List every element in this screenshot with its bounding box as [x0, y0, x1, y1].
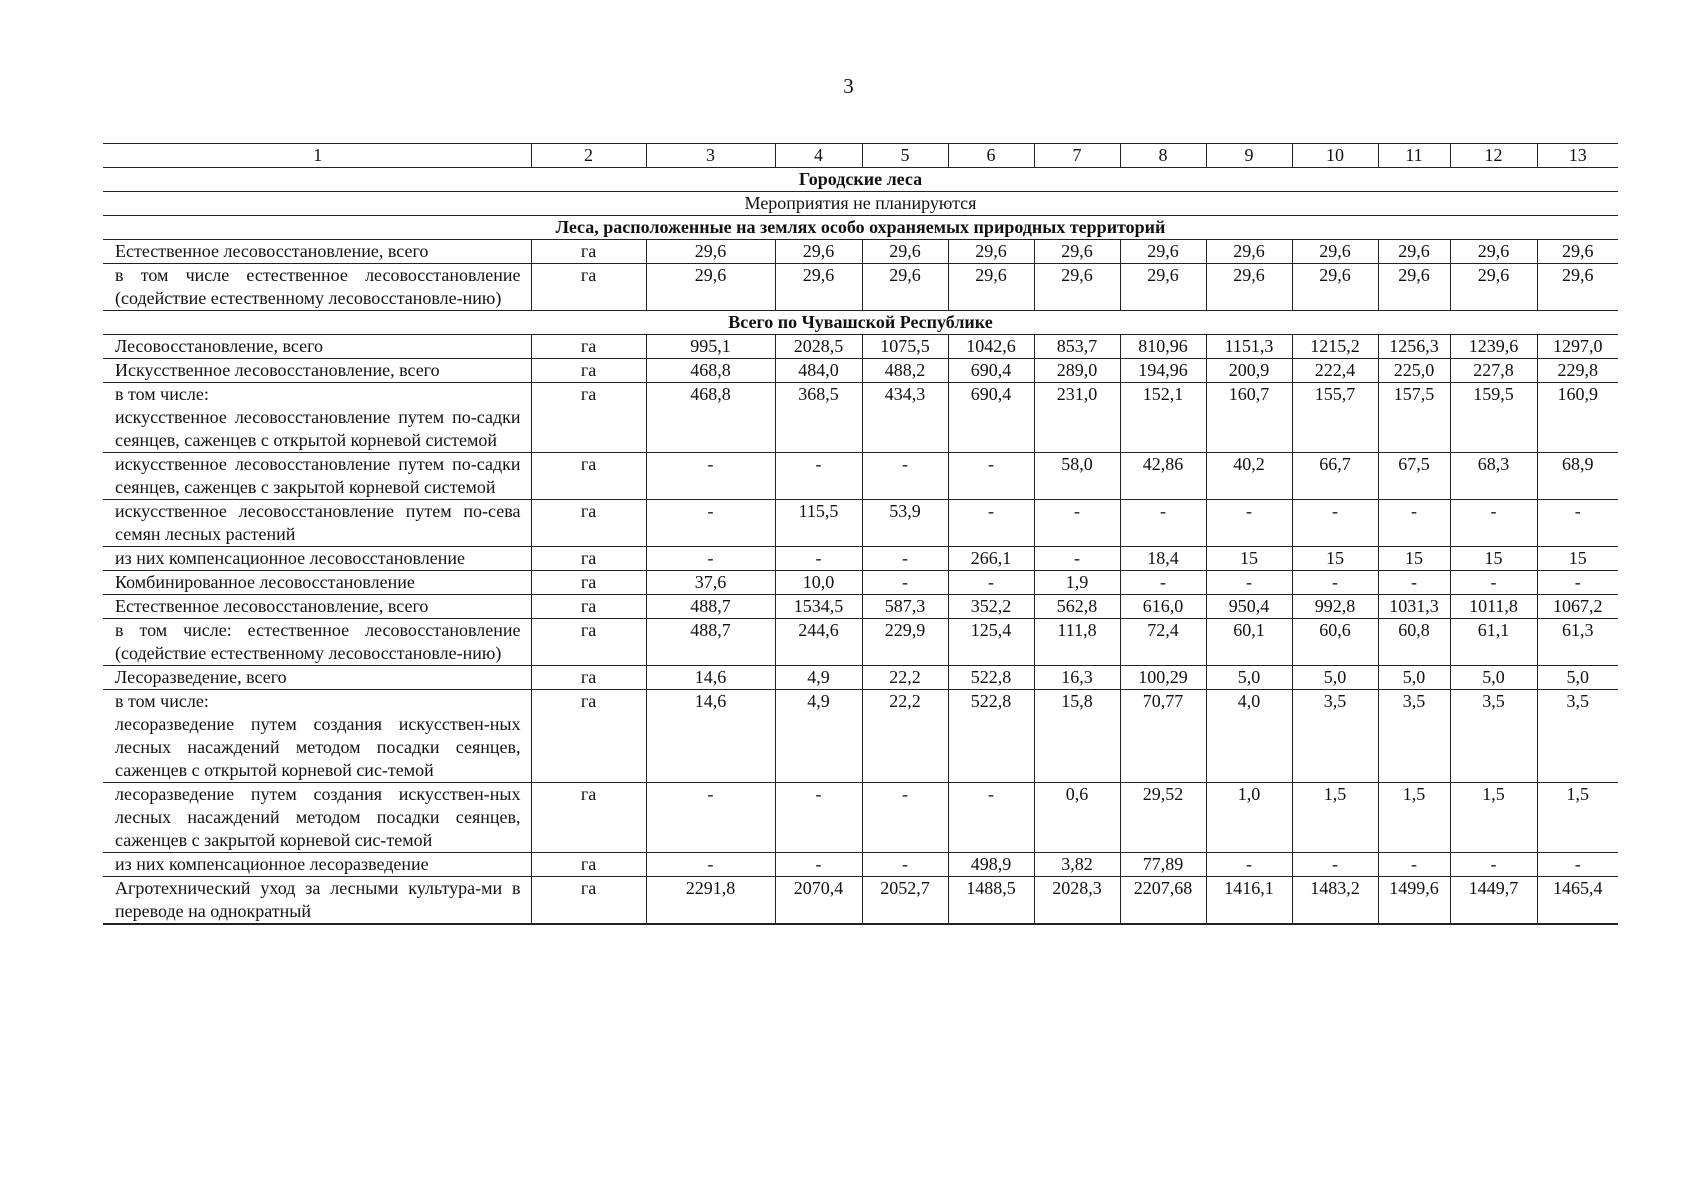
- unit-cell: га: [531, 359, 646, 383]
- value-cell: 1488,5: [948, 877, 1034, 925]
- value-cell: 1239,6: [1450, 335, 1537, 359]
- value-cell: 3,82: [1034, 853, 1120, 877]
- unit-cell: га: [531, 619, 646, 666]
- unit-cell: га: [531, 335, 646, 359]
- section-heading-row: [103, 311, 1618, 335]
- value-cell: 266,1: [948, 547, 1034, 571]
- value-cell: 67,5: [1378, 453, 1450, 500]
- table-row: [103, 619, 1618, 666]
- row-label: из них компенсационное лесовосстановление: [103, 547, 531, 571]
- value-cell: 29,6: [775, 240, 862, 264]
- value-cell: 1011,8: [1450, 595, 1537, 619]
- column-number-cell: 7: [1034, 144, 1120, 168]
- table-row: [103, 853, 1618, 877]
- value-cell: 690,4: [948, 383, 1034, 453]
- value-cell: 1151,3: [1206, 335, 1292, 359]
- unit-cell: га: [531, 500, 646, 547]
- value-cell: 29,6: [862, 240, 948, 264]
- row-label: в том числе: естественное лесовосстановление (содействие естественному лесовосстановле-нию): [103, 619, 531, 666]
- value-cell: 14,6: [646, 666, 775, 690]
- value-cell: 2052,7: [862, 877, 948, 925]
- value-cell: -: [1378, 500, 1450, 547]
- table-row: [103, 547, 1618, 571]
- value-cell: 29,6: [1034, 240, 1120, 264]
- value-cell: 1,5: [1450, 783, 1537, 853]
- value-cell: -: [1450, 571, 1537, 595]
- value-cell: 5,0: [1450, 666, 1537, 690]
- value-cell: -: [1378, 571, 1450, 595]
- value-cell: 1,5: [1537, 783, 1618, 853]
- page-number: 3: [843, 74, 854, 98]
- row-label: Естественное лесовосстановление, всего: [103, 240, 531, 264]
- value-cell: 194,96: [1120, 359, 1206, 383]
- value-cell: 152,1: [1120, 383, 1206, 453]
- value-cell: 1031,3: [1378, 595, 1450, 619]
- value-cell: -: [948, 453, 1034, 500]
- value-cell: 2028,5: [775, 335, 862, 359]
- value-cell: 29,6: [948, 240, 1034, 264]
- table-row: [103, 571, 1618, 595]
- value-cell: -: [1120, 500, 1206, 547]
- value-cell: 15: [1378, 547, 1450, 571]
- value-cell: 3,5: [1537, 690, 1618, 783]
- value-cell: 61,1: [1450, 619, 1537, 666]
- row-label: искусственное лесовосстановление путем по-сева семян лесных растений: [103, 500, 531, 547]
- column-number-cell: 10: [1292, 144, 1378, 168]
- value-cell: 29,6: [1034, 264, 1120, 311]
- value-cell: 29,6: [646, 240, 775, 264]
- value-cell: 60,1: [1206, 619, 1292, 666]
- value-cell: 40,2: [1206, 453, 1292, 500]
- value-cell: -: [1206, 853, 1292, 877]
- value-cell: 222,4: [1292, 359, 1378, 383]
- table-row: [103, 240, 1618, 264]
- value-cell: -: [775, 783, 862, 853]
- value-cell: 15: [1537, 547, 1618, 571]
- value-cell: 3,5: [1450, 690, 1537, 783]
- value-cell: 4,9: [775, 690, 862, 783]
- table-row: [103, 500, 1618, 547]
- value-cell: 616,0: [1120, 595, 1206, 619]
- value-cell: -: [1292, 853, 1378, 877]
- value-cell: 15: [1450, 547, 1537, 571]
- value-cell: -: [1120, 571, 1206, 595]
- value-cell: 15,8: [1034, 690, 1120, 783]
- value-cell: -: [948, 783, 1034, 853]
- row-label: в том числе естественное лесовосстановление (содействие естественному лесовосстановле-нию): [103, 264, 531, 311]
- value-cell: -: [1292, 500, 1378, 547]
- value-cell: 4,9: [775, 666, 862, 690]
- column-number-cell: 6: [948, 144, 1034, 168]
- value-cell: 225,0: [1378, 359, 1450, 383]
- value-cell: -: [1450, 500, 1537, 547]
- value-cell: 15: [1206, 547, 1292, 571]
- value-cell: 1,0: [1206, 783, 1292, 853]
- column-number-cell: 12: [1450, 144, 1537, 168]
- value-cell: 289,0: [1034, 359, 1120, 383]
- value-cell: 5,0: [1378, 666, 1450, 690]
- value-cell: -: [862, 853, 948, 877]
- value-cell: 29,6: [646, 264, 775, 311]
- value-cell: -: [1378, 853, 1450, 877]
- column-number-cell: 13: [1537, 144, 1618, 168]
- value-cell: 368,5: [775, 383, 862, 453]
- row-label: из них компенсационное лесоразведение: [103, 853, 531, 877]
- value-cell: 229,8: [1537, 359, 1618, 383]
- value-cell: 5,0: [1206, 666, 1292, 690]
- row-label: лесоразведение путем создания искусствен-ных лесных насаждений методом посадки сеянцев, саженцев с закрытой корневой сис-темой: [103, 783, 531, 853]
- value-cell: 1465,4: [1537, 877, 1618, 925]
- value-cell: -: [1450, 853, 1537, 877]
- value-cell: 229,9: [862, 619, 948, 666]
- value-cell: 29,6: [1450, 240, 1537, 264]
- table-row: [103, 453, 1618, 500]
- value-cell: -: [862, 547, 948, 571]
- value-cell: 29,52: [1120, 783, 1206, 853]
- value-cell: -: [948, 571, 1034, 595]
- value-cell: 29,6: [1120, 264, 1206, 311]
- section-heading: Всего по Чувашской Республике: [103, 311, 1618, 335]
- value-cell: 29,6: [1292, 240, 1378, 264]
- section-heading-row: [103, 192, 1618, 216]
- row-label: в том числе: лесоразведение путем создания искусствен-ных лесных насаждений методом посадки сеянцев, саженцев с открытой корневой сис-темой: [103, 690, 531, 783]
- column-number-cell: 5: [862, 144, 948, 168]
- value-cell: 995,1: [646, 335, 775, 359]
- value-cell: 159,5: [1450, 383, 1537, 453]
- table-row: [103, 595, 1618, 619]
- value-cell: 488,7: [646, 619, 775, 666]
- value-cell: 29,6: [1537, 264, 1618, 311]
- value-cell: 1256,3: [1378, 335, 1450, 359]
- value-cell: 5,0: [1292, 666, 1378, 690]
- value-cell: 29,6: [1450, 264, 1537, 311]
- value-cell: -: [862, 453, 948, 500]
- row-label: Лесоразведение, всего: [103, 666, 531, 690]
- value-cell: 200,9: [1206, 359, 1292, 383]
- value-cell: 72,4: [1120, 619, 1206, 666]
- value-cell: 488,2: [862, 359, 948, 383]
- value-cell: -: [775, 853, 862, 877]
- table-row: [103, 690, 1618, 783]
- unit-cell: га: [531, 595, 646, 619]
- value-cell: 22,2: [862, 666, 948, 690]
- value-cell: 1215,2: [1292, 335, 1378, 359]
- value-cell: 111,8: [1034, 619, 1120, 666]
- value-cell: 29,6: [1378, 240, 1450, 264]
- value-cell: 68,3: [1450, 453, 1537, 500]
- value-cell: 992,8: [1292, 595, 1378, 619]
- value-cell: 22,2: [862, 690, 948, 783]
- value-cell: 1297,0: [1537, 335, 1618, 359]
- value-cell: 70,77: [1120, 690, 1206, 783]
- value-cell: 484,0: [775, 359, 862, 383]
- column-number-cell: 9: [1206, 144, 1292, 168]
- value-cell: 1483,2: [1292, 877, 1378, 925]
- value-cell: 100,29: [1120, 666, 1206, 690]
- value-cell: 160,9: [1537, 383, 1618, 453]
- value-cell: 29,6: [1537, 240, 1618, 264]
- value-cell: -: [862, 783, 948, 853]
- value-cell: -: [646, 500, 775, 547]
- value-cell: 29,6: [1120, 240, 1206, 264]
- row-label: искусственное лесовосстановление путем по-садки сеянцев, саженцев с закрытой корневой системой: [103, 453, 531, 500]
- unit-cell: га: [531, 783, 646, 853]
- value-cell: -: [1034, 547, 1120, 571]
- value-cell: 522,8: [948, 666, 1034, 690]
- value-cell: 29,6: [1292, 264, 1378, 311]
- value-cell: 1534,5: [775, 595, 862, 619]
- unit-cell: га: [531, 571, 646, 595]
- value-cell: 2070,4: [775, 877, 862, 925]
- value-cell: 16,3: [1034, 666, 1120, 690]
- value-cell: 61,3: [1537, 619, 1618, 666]
- value-cell: 434,3: [862, 383, 948, 453]
- value-cell: 5,0: [1537, 666, 1618, 690]
- value-cell: -: [1034, 500, 1120, 547]
- value-cell: 227,8: [1450, 359, 1537, 383]
- value-cell: 3,5: [1378, 690, 1450, 783]
- table-row: [103, 359, 1618, 383]
- row-label: Лесовосстановление, всего: [103, 335, 531, 359]
- value-cell: 2207,68: [1120, 877, 1206, 925]
- row-label: Агротехнический уход за лесными культура-ми в переводе на однократный: [103, 877, 531, 925]
- value-cell: 1499,6: [1378, 877, 1450, 925]
- table-row: [103, 783, 1618, 853]
- table-row: [103, 383, 1618, 453]
- value-cell: 15: [1292, 547, 1378, 571]
- value-cell: -: [1537, 500, 1618, 547]
- value-cell: -: [862, 571, 948, 595]
- unit-cell: га: [531, 690, 646, 783]
- unit-cell: га: [531, 666, 646, 690]
- value-cell: 77,89: [1120, 853, 1206, 877]
- value-cell: 29,6: [862, 264, 948, 311]
- value-cell: 160,7: [1206, 383, 1292, 453]
- value-cell: 1075,5: [862, 335, 948, 359]
- value-cell: 488,7: [646, 595, 775, 619]
- value-cell: 1449,7: [1450, 877, 1537, 925]
- column-number-cell: 3: [646, 144, 775, 168]
- value-cell: 125,4: [948, 619, 1034, 666]
- unit-cell: га: [531, 240, 646, 264]
- value-cell: 690,4: [948, 359, 1034, 383]
- value-cell: 29,6: [1206, 240, 1292, 264]
- unit-cell: га: [531, 877, 646, 925]
- value-cell: 810,96: [1120, 335, 1206, 359]
- column-number-cell: 2: [531, 144, 646, 168]
- value-cell: -: [646, 547, 775, 571]
- section-heading: Городские леса: [103, 168, 1618, 192]
- value-cell: -: [1292, 571, 1378, 595]
- table-row: [103, 666, 1618, 690]
- value-cell: -: [1206, 500, 1292, 547]
- value-cell: 468,8: [646, 383, 775, 453]
- value-cell: 14,6: [646, 690, 775, 783]
- value-cell: 0,6: [1034, 783, 1120, 853]
- value-cell: 352,2: [948, 595, 1034, 619]
- value-cell: 66,7: [1292, 453, 1378, 500]
- row-label: в том числе: искусственное лесовосстановление путем по-садки сеянцев, саженцев с открытой корневой системой: [103, 383, 531, 453]
- value-cell: 157,5: [1378, 383, 1450, 453]
- value-cell: 29,6: [1206, 264, 1292, 311]
- row-label: Искусственное лесовосстановление, всего: [103, 359, 531, 383]
- forest-activities-table: [103, 143, 1618, 925]
- row-label: Естественное лесовосстановление, всего: [103, 595, 531, 619]
- column-number-cell: 11: [1378, 144, 1450, 168]
- column-number-cell: 4: [775, 144, 862, 168]
- value-cell: 522,8: [948, 690, 1034, 783]
- value-cell: 853,7: [1034, 335, 1120, 359]
- value-cell: -: [1206, 571, 1292, 595]
- unit-cell: га: [531, 853, 646, 877]
- column-number-cell: 1: [103, 144, 531, 168]
- value-cell: -: [646, 853, 775, 877]
- section-heading: Мероприятия не планируются: [103, 192, 1618, 216]
- value-cell: 29,6: [1378, 264, 1450, 311]
- section-heading-row: [103, 216, 1618, 240]
- value-cell: 1416,1: [1206, 877, 1292, 925]
- value-cell: 950,4: [1206, 595, 1292, 619]
- value-cell: 42,86: [1120, 453, 1206, 500]
- table-row: [103, 264, 1618, 311]
- unit-cell: га: [531, 547, 646, 571]
- value-cell: 60,6: [1292, 619, 1378, 666]
- value-cell: 562,8: [1034, 595, 1120, 619]
- value-cell: 60,8: [1378, 619, 1450, 666]
- section-heading-row: [103, 168, 1618, 192]
- value-cell: -: [1537, 853, 1618, 877]
- value-cell: 468,8: [646, 359, 775, 383]
- value-cell: -: [1537, 571, 1618, 595]
- value-cell: -: [775, 547, 862, 571]
- value-cell: 2028,3: [1034, 877, 1120, 925]
- column-number-cell: 8: [1120, 144, 1206, 168]
- value-cell: 29,6: [775, 264, 862, 311]
- value-cell: 1067,2: [1537, 595, 1618, 619]
- value-cell: 37,6: [646, 571, 775, 595]
- table-row: [103, 877, 1618, 925]
- table-row: [103, 335, 1618, 359]
- value-cell: 4,0: [1206, 690, 1292, 783]
- value-cell: 1,9: [1034, 571, 1120, 595]
- value-cell: 29,6: [948, 264, 1034, 311]
- value-cell: 2291,8: [646, 877, 775, 925]
- value-cell: 58,0: [1034, 453, 1120, 500]
- value-cell: 18,4: [1120, 547, 1206, 571]
- value-cell: 244,6: [775, 619, 862, 666]
- value-cell: 1,5: [1378, 783, 1450, 853]
- unit-cell: га: [531, 383, 646, 453]
- unit-cell: га: [531, 264, 646, 311]
- value-cell: -: [646, 453, 775, 500]
- value-cell: 10,0: [775, 571, 862, 595]
- value-cell: 115,5: [775, 500, 862, 547]
- value-cell: 498,9: [948, 853, 1034, 877]
- value-cell: -: [948, 500, 1034, 547]
- value-cell: 231,0: [1034, 383, 1120, 453]
- value-cell: -: [775, 453, 862, 500]
- value-cell: 1042,6: [948, 335, 1034, 359]
- value-cell: 53,9: [862, 500, 948, 547]
- value-cell: 155,7: [1292, 383, 1378, 453]
- section-heading: Леса, расположенные на землях особо охраняемых природных территорий: [103, 216, 1618, 240]
- value-cell: 1,5: [1292, 783, 1378, 853]
- column-number-row: [103, 144, 1618, 168]
- unit-cell: га: [531, 453, 646, 500]
- value-cell: -: [646, 783, 775, 853]
- value-cell: 3,5: [1292, 690, 1378, 783]
- value-cell: 587,3: [862, 595, 948, 619]
- row-label: Комбинированное лесовосстановление: [103, 571, 531, 595]
- value-cell: 68,9: [1537, 453, 1618, 500]
